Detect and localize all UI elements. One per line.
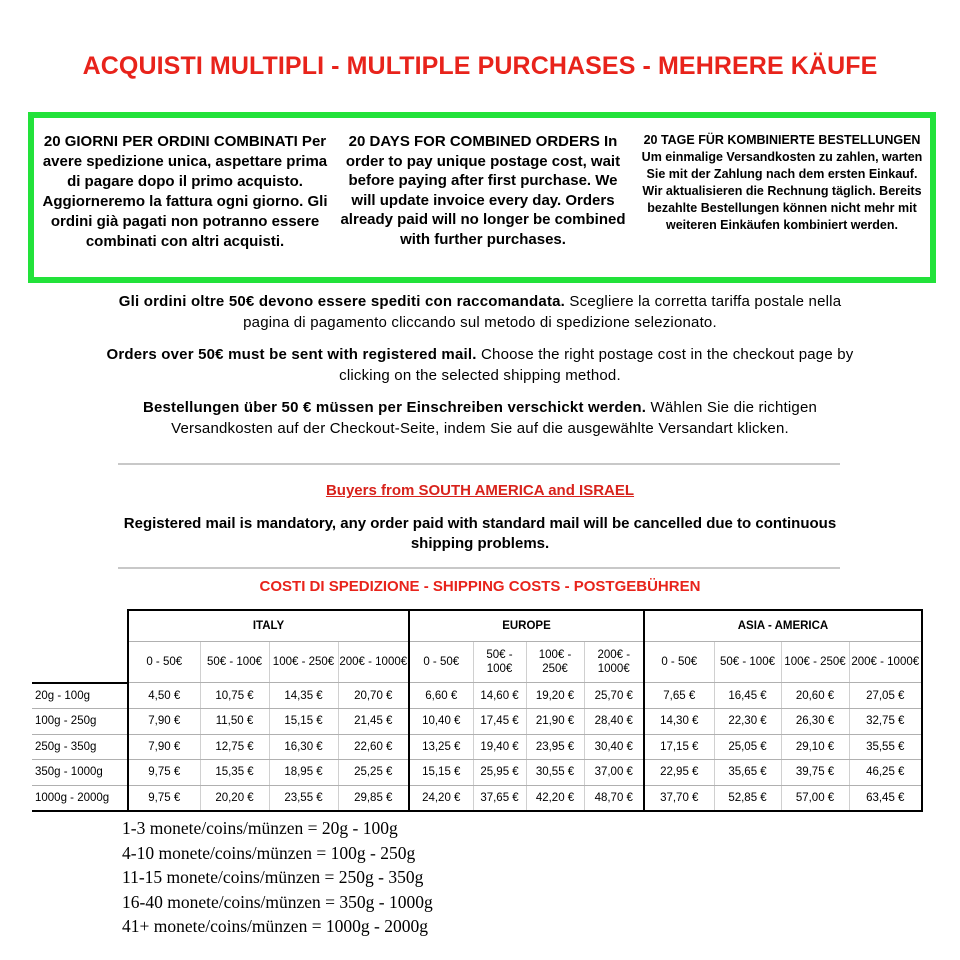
band-header: 200€ - 1000€ xyxy=(338,642,409,683)
table-cell: 14,30 € xyxy=(644,709,714,735)
table-cell: 16,45 € xyxy=(714,683,781,709)
buyers-south-america-israel-link[interactable]: Buyers from SOUTH AMERICA and ISRAEL xyxy=(325,482,635,499)
table-cell: 37,00 € xyxy=(584,760,644,786)
band-header: 0 - 50€ xyxy=(409,642,473,683)
table-cell: 29,85 € xyxy=(338,785,409,811)
row-label: 350g - 1000g xyxy=(32,760,128,786)
band-header: 200€ - 1000€ xyxy=(849,642,922,683)
table-cell: 37,70 € xyxy=(644,785,714,811)
band-header: 0 - 50€ xyxy=(128,642,200,683)
table-cell: 22,60 € xyxy=(338,734,409,760)
shipping-costs-table xyxy=(32,609,923,812)
table-cell: 46,25 € xyxy=(849,760,922,786)
combined-orders-italian: 20 GIORNI PER ORDINI COMBINATI Per avere spedizione unica, aspettare prima di pagare dopo il primo acquisto. Aggiorneremo la fattura ogni giorno. Gli ordini già pagati non potranno essere combinati con altri acquisti. xyxy=(42,133,328,250)
combined-orders-german: 20 TAGE FÜR KOMBINIERTE BESTELLUNGEN Um einmalige Versandkosten zu zahlen, warten Sie mit der Zahlung nach dem ersten Einkauf. Wir aktualisieren die Rechnung täglich. Bereits bezahlte Bestellungen können nicht mehr mit weiteren Einkäufen kombiniert werden. xyxy=(641,133,923,232)
table-row xyxy=(32,683,922,709)
combined-orders-english: 20 DAYS FOR COMBINED ORDERS In order to pay unique postage cost, wait before paying after first purchase. We will update invoice every day. Orders already paid will no longer be combined with further purchases. xyxy=(340,133,626,248)
band-header: 200€ - 1000€ xyxy=(584,642,644,683)
registered-english xyxy=(100,344,860,386)
table-cell: 7,65 € xyxy=(644,683,714,709)
table-cell: 37,65 € xyxy=(473,785,526,811)
table-cell: 13,25 € xyxy=(409,734,473,760)
table-cell: 21,45 € xyxy=(338,709,409,735)
table-cell: 25,05 € xyxy=(714,734,781,760)
table-cell: 57,00 € xyxy=(781,785,849,811)
table-cell: 25,95 € xyxy=(473,760,526,786)
table-cell: 10,40 € xyxy=(409,709,473,735)
table-cell: 17,15 € xyxy=(644,734,714,760)
note-line: 11-15 monete/coins/münzen = 250g - 350g xyxy=(122,867,424,887)
table-cell: 19,20 € xyxy=(526,683,584,709)
registered-italian-bold: Gli ordini oltre 50€ devono essere spediti con raccomandata. xyxy=(118,293,566,310)
band-header: 100€ - 250€ xyxy=(781,642,849,683)
table-cell: 52,85 € xyxy=(714,785,781,811)
table-cell: 28,40 € xyxy=(584,709,644,735)
table-cell: 32,75 € xyxy=(849,709,922,735)
band-header: 0 - 50€ xyxy=(644,642,714,683)
registered-mandatory-notice: Registered mail is mandatory, any order paid with standard mail will be cancelled due to continuous shipping problems. xyxy=(123,515,837,552)
table-cell: 24,20 € xyxy=(409,785,473,811)
table-cell: 48,70 € xyxy=(584,785,644,811)
band-header: 50€ - 100€ xyxy=(714,642,781,683)
divider xyxy=(118,463,840,465)
table-cell: 17,45 € xyxy=(473,709,526,735)
shipping-costs-title: COSTI DI SPEDIZIONE - SHIPPING COSTS - POSTGEBÜHREN xyxy=(259,578,701,595)
registered-italian-text: Scegliere la corretta tariffa postale nella pagina di pagamento cliccando sul metodo di spedizione selezionato. xyxy=(243,293,842,331)
table-cell: 6,60 € xyxy=(409,683,473,709)
registered-english-bold: Orders over 50€ must be sent with registered mail. xyxy=(106,346,477,363)
row-label: 250g - 350g xyxy=(32,734,128,760)
group-europe: EUROPE xyxy=(409,610,644,642)
row-label: 20g - 100g xyxy=(32,683,128,709)
table-cell: 35,55 € xyxy=(849,734,922,760)
table-cell: 20,60 € xyxy=(781,683,849,709)
table-cell: 27,05 € xyxy=(849,683,922,709)
table-cell: 35,65 € xyxy=(714,760,781,786)
table-cell: 9,75 € xyxy=(128,785,200,811)
row-label: 1000g - 2000g xyxy=(32,785,128,811)
divider xyxy=(118,567,840,569)
table-cell: 7,90 € xyxy=(128,709,200,735)
registered-german xyxy=(100,397,860,439)
table-cell: 23,95 € xyxy=(526,734,584,760)
group-italy: ITALY xyxy=(128,610,409,642)
table-cell: 4,50 € xyxy=(128,683,200,709)
table-row xyxy=(32,734,922,760)
table-cell: 15,15 € xyxy=(269,709,338,735)
table-cell: 20,20 € xyxy=(200,785,269,811)
registered-german-text: Wählen Sie die richtigen Versandkosten auf der Checkout-Seite, indem Sie auf die ausgewählte Versandart klicken. xyxy=(171,399,818,437)
table-cell: 22,95 € xyxy=(644,760,714,786)
table-cell: 7,90 € xyxy=(128,734,200,760)
table-cell: 21,90 € xyxy=(526,709,584,735)
registered-italian xyxy=(100,291,860,333)
band-header: 50€ - 100€ xyxy=(473,642,526,683)
table-cell: 14,60 € xyxy=(473,683,526,709)
table-cell: 18,95 € xyxy=(269,760,338,786)
table-row xyxy=(32,709,922,735)
band-header: 100€ - 250€ xyxy=(526,642,584,683)
note-line: 41+ monete/coins/münzen = 1000g - 2000g xyxy=(122,916,429,936)
table-cell: 9,75 € xyxy=(128,760,200,786)
combined-orders-box xyxy=(28,112,936,283)
group-asia-america: ASIA - AMERICA xyxy=(644,610,922,642)
table-group-header-row xyxy=(32,610,922,642)
table-row xyxy=(32,785,922,811)
table-cell: 29,10 € xyxy=(781,734,849,760)
table-cell: 30,55 € xyxy=(526,760,584,786)
table-cell: 23,55 € xyxy=(269,785,338,811)
table-cell: 22,30 € xyxy=(714,709,781,735)
table-cell: 39,75 € xyxy=(781,760,849,786)
page-title: ACQUISTI MULTIPLI - MULTIPLE PURCHASES - MEHRERE KÄUFE xyxy=(82,52,878,80)
registered-english-text: Choose the right postage cost in the checkout page by clicking on the selected shipping method. xyxy=(339,346,854,384)
table-band-header-row xyxy=(32,642,922,683)
table-cell: 11,50 € xyxy=(200,709,269,735)
table-row xyxy=(32,760,922,786)
table-cell: 14,35 € xyxy=(269,683,338,709)
table-cell: 63,45 € xyxy=(849,785,922,811)
band-header: 50€ - 100€ xyxy=(200,642,269,683)
note-line: 1-3 monete/coins/münzen = 20g - 100g xyxy=(122,818,398,838)
table-cell: 16,30 € xyxy=(269,734,338,760)
row-label: 100g - 250g xyxy=(32,709,128,735)
table-cell: 12,75 € xyxy=(200,734,269,760)
table-cell: 25,25 € xyxy=(338,760,409,786)
table-cell: 25,70 € xyxy=(584,683,644,709)
coin-weight-notes xyxy=(122,816,433,939)
band-header: 100€ - 250€ xyxy=(269,642,338,683)
table-cell: 42,20 € xyxy=(526,785,584,811)
table-cell: 15,35 € xyxy=(200,760,269,786)
note-line: 16-40 monete/coins/münzen = 350g - 1000g xyxy=(122,891,433,912)
note-line: 4-10 monete/coins/münzen = 100g - 250g xyxy=(122,842,416,863)
table-cell: 15,15 € xyxy=(409,760,473,786)
table-cell: 19,40 € xyxy=(473,734,526,760)
registered-german-bold: Bestellungen über 50 € müssen per Einschreiben verschickt werden. xyxy=(142,399,647,416)
table-cell: 10,75 € xyxy=(200,683,269,709)
table-cell: 20,70 € xyxy=(338,683,409,709)
table-cell: 30,40 € xyxy=(584,734,644,760)
table-cell: 26,30 € xyxy=(781,709,849,735)
